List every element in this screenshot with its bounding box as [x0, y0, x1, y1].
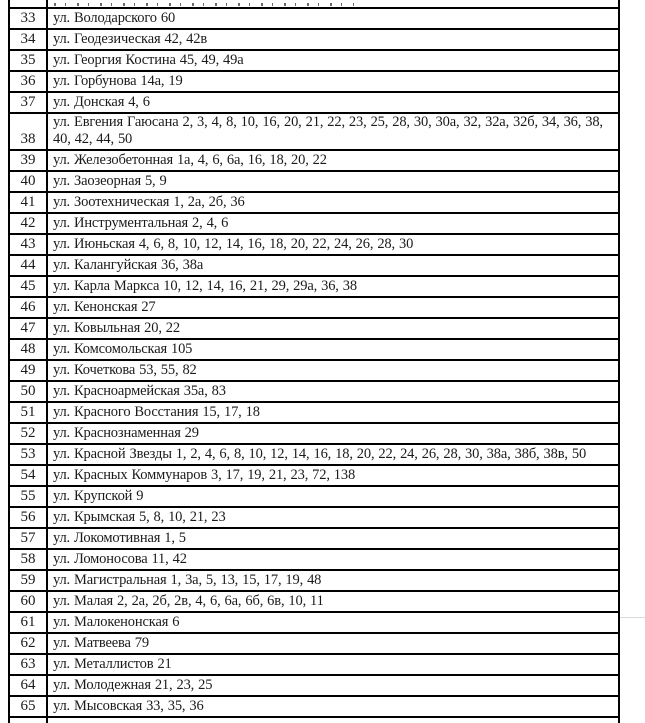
row-address-cell: ул. Калангуйская 36, 38а [47, 255, 619, 276]
row-address-cell: ул. Донская 4, 6 [47, 92, 619, 113]
row-number-cell: 60 [9, 591, 47, 612]
row-address-cell: ул. Железобетонная 1а, 4, 6, 6а, 16, 18, 20, 22 [47, 150, 619, 171]
table-row [9, 612, 619, 633]
table-row [9, 50, 619, 71]
row-address-cell: ул. Красных Коммунаров 3, 17, 19, 21, 23, 72, 138 [47, 465, 619, 486]
table-row [9, 633, 619, 654]
clipped-text-fragment [54, 3, 354, 6]
table-row [9, 381, 619, 402]
row-number-cell: 38 [9, 113, 47, 150]
table-row [9, 570, 619, 591]
row-number-cell: 46 [9, 297, 47, 318]
row-number-cell: 54 [9, 465, 47, 486]
row-address-cell: ул. Матвеева 79 [47, 633, 619, 654]
row-address-cell: ул. Молодежная 21, 23, 25 [47, 675, 619, 696]
row-address-cell: ул. Геодезическая 42, 42в [47, 29, 619, 50]
table-row [9, 528, 619, 549]
row-address-cell: ул. Ковыльная 20, 22 [47, 318, 619, 339]
clipped-previous-row [8, 0, 620, 7]
table-row [9, 507, 619, 528]
row-number-cell: 50 [9, 381, 47, 402]
row-address-cell: ул. Комсомольская 105 [47, 339, 619, 360]
table-row [9, 465, 619, 486]
table-row [9, 150, 619, 171]
row-number-cell: 55 [9, 486, 47, 507]
row-number-cell: 65 [9, 696, 47, 717]
row-address-cell: ул. Малокенонская 6 [47, 612, 619, 633]
column-divider-stub [46, 718, 48, 723]
street-address-table-sheet [8, 0, 620, 723]
row-number-cell: 61 [9, 612, 47, 633]
row-address-cell: ул. Крымская 5, 8, 10, 21, 23 [47, 507, 619, 528]
row-number-cell: 42 [9, 213, 47, 234]
table-row [9, 255, 619, 276]
row-number-cell: 57 [9, 528, 47, 549]
row-number-cell: 62 [9, 633, 47, 654]
table-row [9, 696, 619, 717]
row-address-cell: ул. Заозеорная 5, 9 [47, 171, 619, 192]
row-address-cell: ул. Кенонская 27 [47, 297, 619, 318]
table-row [9, 29, 619, 50]
table-row [9, 192, 619, 213]
row-address-cell: ул. Металлистов 21 [47, 654, 619, 675]
row-number-cell: 33 [9, 8, 47, 29]
table-row [9, 276, 619, 297]
row-address-cell: ул. Горбунова 14а, 19 [47, 71, 619, 92]
row-number-cell: 39 [9, 150, 47, 171]
clipped-next-row [8, 718, 620, 723]
row-address-cell: ул. Инструментальная 2, 4, 6 [47, 213, 619, 234]
row-number-cell: 44 [9, 255, 47, 276]
row-address-cell: ул. Красной Звезды 1, 2, 4, 6, 8, 10, 12, 14, 16, 18, 20, 22, 24, 26, 28, 30, 38а, 38б, 38в, 50 [47, 444, 619, 465]
row-number-cell: 47 [9, 318, 47, 339]
row-number-cell: 64 [9, 675, 47, 696]
table-row [9, 339, 619, 360]
table-row [9, 318, 619, 339]
row-number-cell: 36 [9, 71, 47, 92]
row-number-cell: 53 [9, 444, 47, 465]
row-number-cell: 45 [9, 276, 47, 297]
row-number-cell: 41 [9, 192, 47, 213]
row-number-cell: 63 [9, 654, 47, 675]
address-table [8, 7, 620, 718]
row-address-cell: ул. Карла Маркса 10, 12, 14, 16, 21, 29, 29а, 36, 38 [47, 276, 619, 297]
table-row [9, 8, 619, 29]
row-number-cell: 34 [9, 29, 47, 50]
table-row [9, 297, 619, 318]
table-row [9, 402, 619, 423]
row-number-cell: 37 [9, 92, 47, 113]
row-number-cell: 56 [9, 507, 47, 528]
row-address-cell: ул. Мысовская 33, 35, 36 [47, 696, 619, 717]
row-address-cell: ул. Крупской 9 [47, 486, 619, 507]
row-number-cell: 51 [9, 402, 47, 423]
address-table-body [9, 8, 619, 717]
table-row [9, 171, 619, 192]
row-number-cell: 52 [9, 423, 47, 444]
row-address-cell: ул. Локомотивная 1, 5 [47, 528, 619, 549]
row-number-cell: 58 [9, 549, 47, 570]
table-row [9, 71, 619, 92]
row-number-cell: 48 [9, 339, 47, 360]
row-number-cell: 49 [9, 360, 47, 381]
table-row [9, 675, 619, 696]
table-row [9, 591, 619, 612]
row-address-cell: ул. Ломоносова 11, 42 [47, 549, 619, 570]
row-address-cell: ул. Малая 2, 2а, 2б, 2в, 4, 6, 6а, 6б, 6в, 10, 11 [47, 591, 619, 612]
row-address-cell: ул. Георгия Костина 45, 49, 49а [47, 50, 619, 71]
row-address-cell: ул. Магистральная 1, 3а, 5, 13, 15, 17, 19, 48 [47, 570, 619, 591]
row-address-cell: ул. Июньская 4, 6, 8, 10, 12, 14, 16, 18, 20, 22, 24, 26, 28, 30 [47, 234, 619, 255]
column-divider-stub [46, 0, 48, 7]
table-row [9, 486, 619, 507]
row-number-cell: 35 [9, 50, 47, 71]
table-row [9, 549, 619, 570]
row-address-cell: ул. Красного Восстания 15, 17, 18 [47, 402, 619, 423]
table-row [9, 92, 619, 113]
table-row [9, 444, 619, 465]
row-address-cell: ул. Володарского 60 [47, 8, 619, 29]
row-address-cell: ул. Зоотехническая 1, 2а, 2б, 36 [47, 192, 619, 213]
table-row [9, 654, 619, 675]
table-row [9, 234, 619, 255]
table-row [9, 213, 619, 234]
table-row [9, 360, 619, 381]
row-number-cell: 59 [9, 570, 47, 591]
table-row [9, 113, 619, 150]
row-address-cell: ул. Евгения Гаюсана 2, 3, 4, 8, 10, 16, 20, 21, 22, 23, 25, 28, 30, 30а, 32, 32а, 32б, 34, 36, 38, 40, 42, 44, 50 [47, 113, 619, 150]
row-address-cell: ул. Красноармейская 35а, 83 [47, 381, 619, 402]
row-number-cell: 43 [9, 234, 47, 255]
row-address-cell: ул. Краснознаменная 29 [47, 423, 619, 444]
row-number-cell: 40 [9, 171, 47, 192]
scan-artifact-line [620, 617, 645, 618]
row-address-cell: ул. Кочеткова 53, 55, 82 [47, 360, 619, 381]
table-row [9, 423, 619, 444]
